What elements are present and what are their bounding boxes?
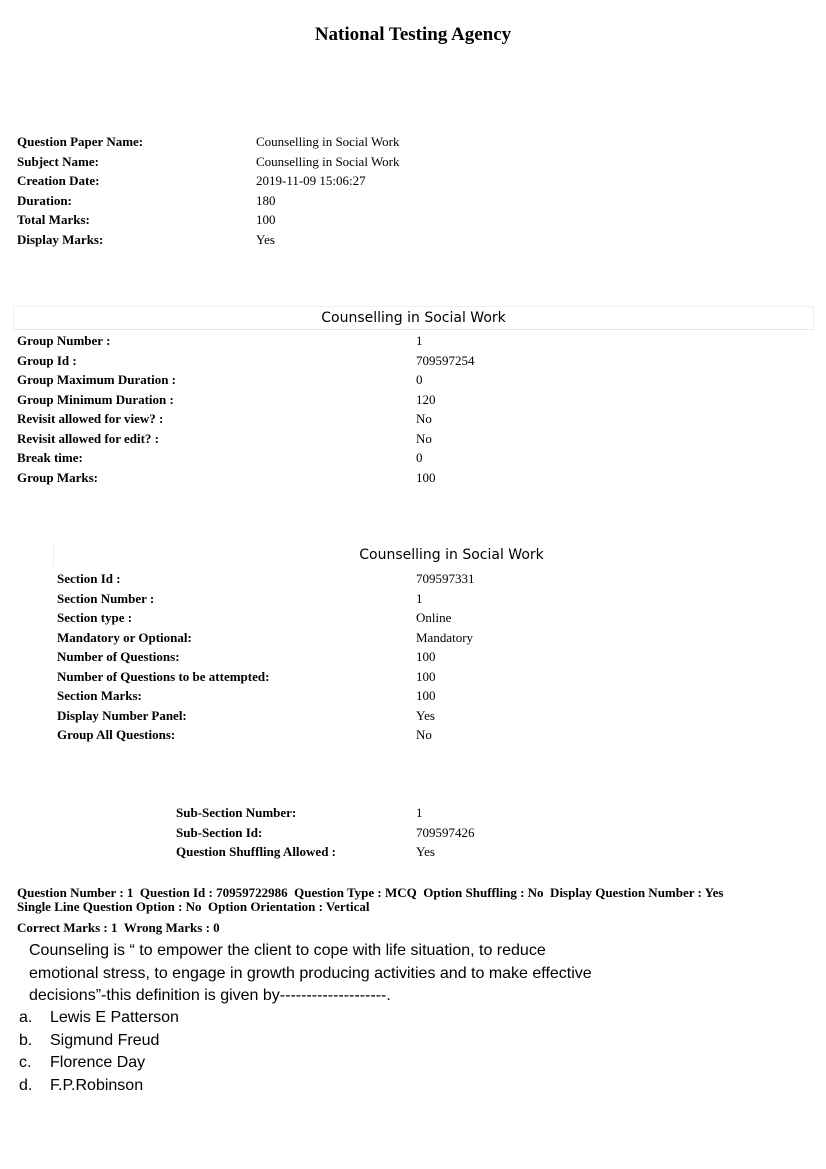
section-label: Number of Questions:: [57, 649, 180, 664]
group-label: Group Number :: [17, 333, 111, 348]
subsection-value: 1: [416, 805, 423, 820]
question-meta-line: Single Line Question Option : No Option Orientation : Vertical: [17, 899, 370, 914]
section-row: [57, 725, 475, 745]
section-value: Online: [416, 610, 452, 625]
option-label: c.: [19, 1054, 32, 1071]
group-row: [17, 331, 475, 351]
group-row: [17, 448, 475, 468]
section-label: Display Number Panel:: [57, 707, 187, 723]
paper-value: Counselling in Social Work: [256, 153, 400, 169]
group-value: 120: [416, 391, 436, 407]
subsection-value: Yes: [416, 844, 435, 859]
paper-label: Display Marks:: [17, 231, 104, 247]
group-details: [17, 331, 475, 487]
section-value: 100: [416, 688, 436, 703]
paper-value: Yes: [256, 231, 275, 247]
section-value: 709597331: [416, 571, 475, 586]
page-title: National Testing Agency: [314, 24, 512, 45]
section-label: Section Marks:: [57, 688, 142, 703]
subsection-details: [176, 803, 475, 862]
paper-value: Counselling in Social Work: [256, 134, 400, 149]
paper-label: Question Paper Name:: [17, 134, 144, 149]
question-marks: Correct Marks : 1 Wrong Marks : 0: [17, 920, 220, 935]
subsection-row: [176, 823, 475, 843]
section-row: [57, 647, 475, 667]
paper-label: Subject Name:: [17, 153, 99, 169]
question-text-line: decisions”-this definition is given by--------------------.: [29, 987, 391, 1004]
paper-label: Total Marks:: [17, 212, 90, 227]
group-row: [17, 370, 475, 390]
paper-value: 180: [256, 192, 276, 208]
paper-row: [17, 191, 400, 211]
group-value: 0: [416, 372, 423, 387]
paper-row: [17, 171, 400, 191]
paper-row: [17, 152, 400, 172]
group-row: [17, 468, 475, 488]
group-row: [17, 409, 475, 429]
group-label: Group Id :: [17, 352, 77, 368]
section-row: [57, 706, 475, 726]
group-row: [17, 390, 475, 410]
subsection-label: Sub-Section Number:: [176, 805, 297, 820]
option-item: [19, 1007, 179, 1030]
section-value: 100: [416, 649, 436, 664]
option-item: [19, 1052, 179, 1075]
paper-row: [17, 210, 400, 230]
option-item: [19, 1030, 179, 1053]
paper-value: 100: [256, 212, 276, 227]
section-value: Mandatory: [416, 629, 474, 645]
option-label: a.: [19, 1009, 33, 1026]
option-label: b.: [19, 1031, 33, 1049]
section-value: Yes: [416, 707, 435, 723]
group-label: Group Maximum Duration :: [17, 372, 177, 387]
section-row: [57, 589, 475, 609]
question-meta-line: Question Number : 1 Question Id : 70959722986 Question Type : MCQ Option Shuffling : No Display Question Number : Yes: [17, 885, 724, 900]
subsection-label: Sub-Section Id:: [176, 824, 263, 840]
question-text-line: Counseling is “ to empower the client to cope with life situation, to reduce: [29, 942, 546, 959]
option-text: F.P.Robinson: [50, 1076, 144, 1094]
subsection-value: 709597426: [416, 824, 475, 840]
paper-row: [17, 230, 400, 250]
section-row: [57, 686, 475, 706]
subsection-row: [176, 803, 475, 823]
section-details: [57, 569, 475, 745]
section-label: Section Id :: [57, 571, 121, 586]
question-text: [29, 940, 669, 1008]
group-row: [17, 351, 475, 371]
section-label: Section type :: [57, 610, 133, 625]
section-row: [57, 667, 475, 687]
section-label: Mandatory or Optional:: [57, 629, 192, 645]
group-title: Counselling in Social Work: [321, 310, 506, 326]
group-label: Revisit allowed for view? :: [17, 411, 164, 426]
section-value: 100: [416, 668, 436, 684]
paper-row: [17, 132, 400, 152]
subsection-label: Question Shuffling Allowed :: [176, 844, 337, 859]
section-value: No: [416, 727, 432, 742]
paper-label: Duration:: [17, 192, 72, 208]
subsection-row: [176, 842, 475, 862]
group-label: Group Minimum Duration :: [17, 391, 174, 407]
paper-details: [17, 132, 400, 249]
group-row: [17, 429, 475, 449]
section-row: [57, 569, 475, 589]
option-text: Sigmund Freud: [50, 1031, 160, 1049]
group-value: 100: [416, 469, 436, 485]
group-value: 1: [416, 333, 423, 348]
group-value: No: [416, 430, 432, 446]
group-value: No: [416, 411, 432, 426]
section-row: [57, 628, 475, 648]
group-value: 0: [416, 450, 423, 465]
option-item: [19, 1075, 179, 1098]
paper-label: Creation Date:: [17, 173, 100, 188]
section-value: 1: [416, 590, 423, 606]
option-list: [19, 1007, 179, 1097]
option-text: Lewis E Patterson: [50, 1009, 179, 1026]
section-label: Group All Questions:: [57, 727, 176, 742]
question-text-line: emotional stress, to engage in growth producing activities and to make effective: [29, 964, 592, 982]
option-label: d.: [19, 1076, 33, 1094]
group-title-band: [13, 306, 814, 330]
section-label: Number of Questions to be attempted:: [57, 668, 270, 684]
paper-value: 2019-11-09 15:06:27: [256, 173, 366, 188]
group-value: 709597254: [416, 352, 475, 368]
section-title-band: [53, 544, 826, 566]
section-title: Counselling in Social Work: [359, 547, 544, 563]
section-row: [57, 608, 475, 628]
question-meta: [17, 886, 817, 914]
group-label: Break time:: [17, 450, 83, 465]
section-label: Section Number :: [57, 590, 155, 606]
option-text: Florence Day: [50, 1054, 146, 1071]
group-label: Revisit allowed for edit? :: [17, 430, 160, 446]
group-label: Group Marks:: [17, 469, 99, 485]
